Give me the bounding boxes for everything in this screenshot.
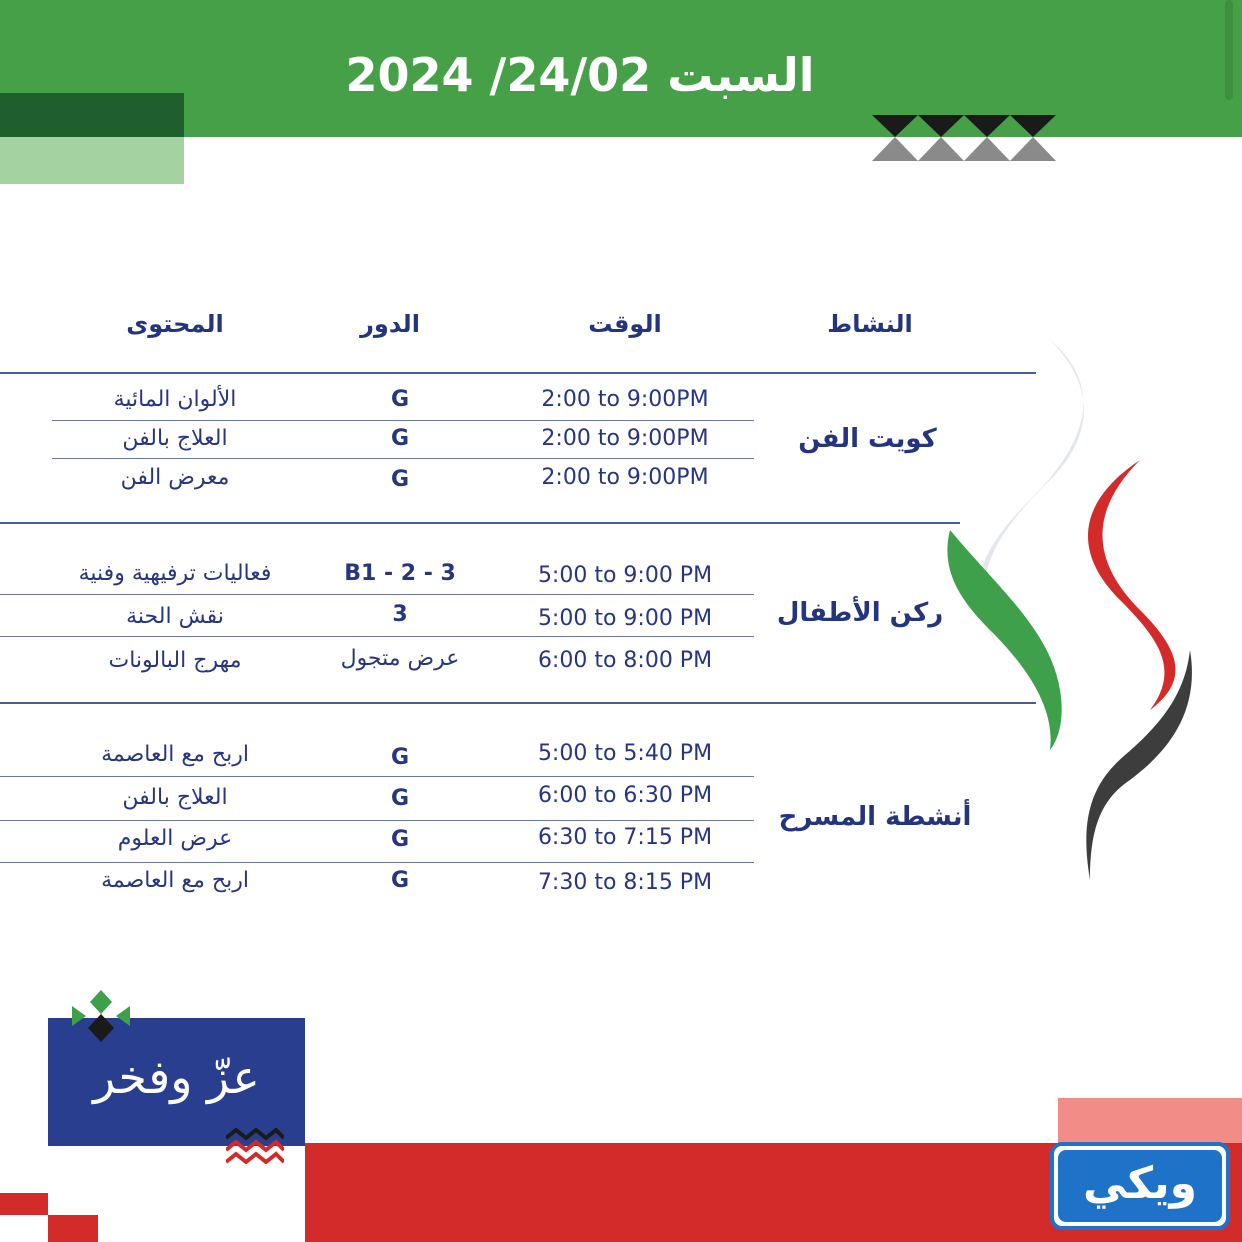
row-divider (0, 594, 754, 595)
row-time: 5:00 to 9:00 PM (537, 563, 713, 588)
column-header-time: الوقت (588, 310, 662, 338)
row-content: الألوان المائية (113, 387, 237, 412)
group-name-theater: أنشطة المسرح (778, 802, 972, 832)
row-floor: G (390, 467, 410, 492)
decor-red-block (0, 1193, 48, 1215)
decor-block-dark-green (0, 93, 184, 137)
row-divider (52, 458, 754, 459)
row-time: 6:30 to 7:15 PM (537, 825, 713, 850)
row-time: 5:00 to 5:40 PM (537, 741, 713, 766)
row-floor: G (390, 426, 410, 451)
decor-pink-block (1058, 1098, 1242, 1143)
row-divider (0, 776, 754, 777)
row-divider (0, 636, 754, 637)
group-divider (0, 522, 960, 524)
scrollbar[interactable] (1225, 0, 1233, 100)
row-floor: عرض متجول (340, 646, 460, 671)
row-content: اربح مع العاصمة (101, 742, 249, 767)
row-floor: G (390, 868, 410, 893)
row-floor: B1 - 2 - 3 (344, 561, 456, 586)
row-content: العلاج بالفن (122, 426, 228, 451)
row-time: 2:00 to 9:00PM (541, 387, 709, 412)
event-logo-text: عزّ وفخر (93, 1050, 260, 1104)
row-time: 7:30 to 8:15 PM (537, 870, 713, 895)
group-divider (0, 702, 1036, 704)
row-content: فعاليات ترفيهية وفنية (78, 561, 272, 586)
row-time: 2:00 to 9:00PM (541, 426, 709, 451)
header-divider (0, 372, 1036, 374)
row-divider (0, 862, 754, 863)
row-content: العلاج بالفن (122, 785, 228, 810)
row-time: 2:00 to 9:00PM (541, 465, 709, 490)
column-header-floor: الدور (360, 310, 420, 338)
zigzag-ornament-icon (226, 1128, 284, 1164)
row-time: 6:00 to 8:00 PM (537, 648, 713, 673)
kuwait-flag-flame-icon (940, 330, 1220, 890)
row-floor: G (390, 745, 410, 770)
row-floor: 3 (392, 602, 408, 627)
row-time: 5:00 to 9:00 PM (537, 606, 713, 631)
row-divider (52, 420, 754, 421)
group-name-kids: ركن الأطفال (776, 598, 944, 628)
row-floor: G (390, 387, 410, 412)
diamond-ornament-icon (72, 990, 130, 1042)
row-floor: G (390, 827, 410, 852)
group-name-art: كويت الفن (798, 424, 937, 454)
watermark-text: ويكي (1083, 1158, 1197, 1209)
triangle-pattern-icon (872, 115, 1056, 163)
decor-block-light-green (0, 137, 184, 184)
row-time: 6:00 to 6:30 PM (537, 783, 713, 808)
row-content: معرض الفن (120, 465, 230, 490)
page-title: السبت 24/02/ 2024 (345, 48, 815, 102)
row-divider (0, 820, 754, 821)
row-floor: G (390, 786, 410, 811)
row-content: عرض العلوم (117, 826, 233, 851)
column-header-content: المحتوى (126, 310, 224, 338)
row-content: نقش الحنة (126, 604, 224, 629)
row-content: مهرج البالونات (108, 648, 242, 673)
decor-red-block (48, 1215, 98, 1242)
row-content: اربح مع العاصمة (101, 868, 249, 893)
column-header-activity: النشاط (827, 310, 913, 338)
